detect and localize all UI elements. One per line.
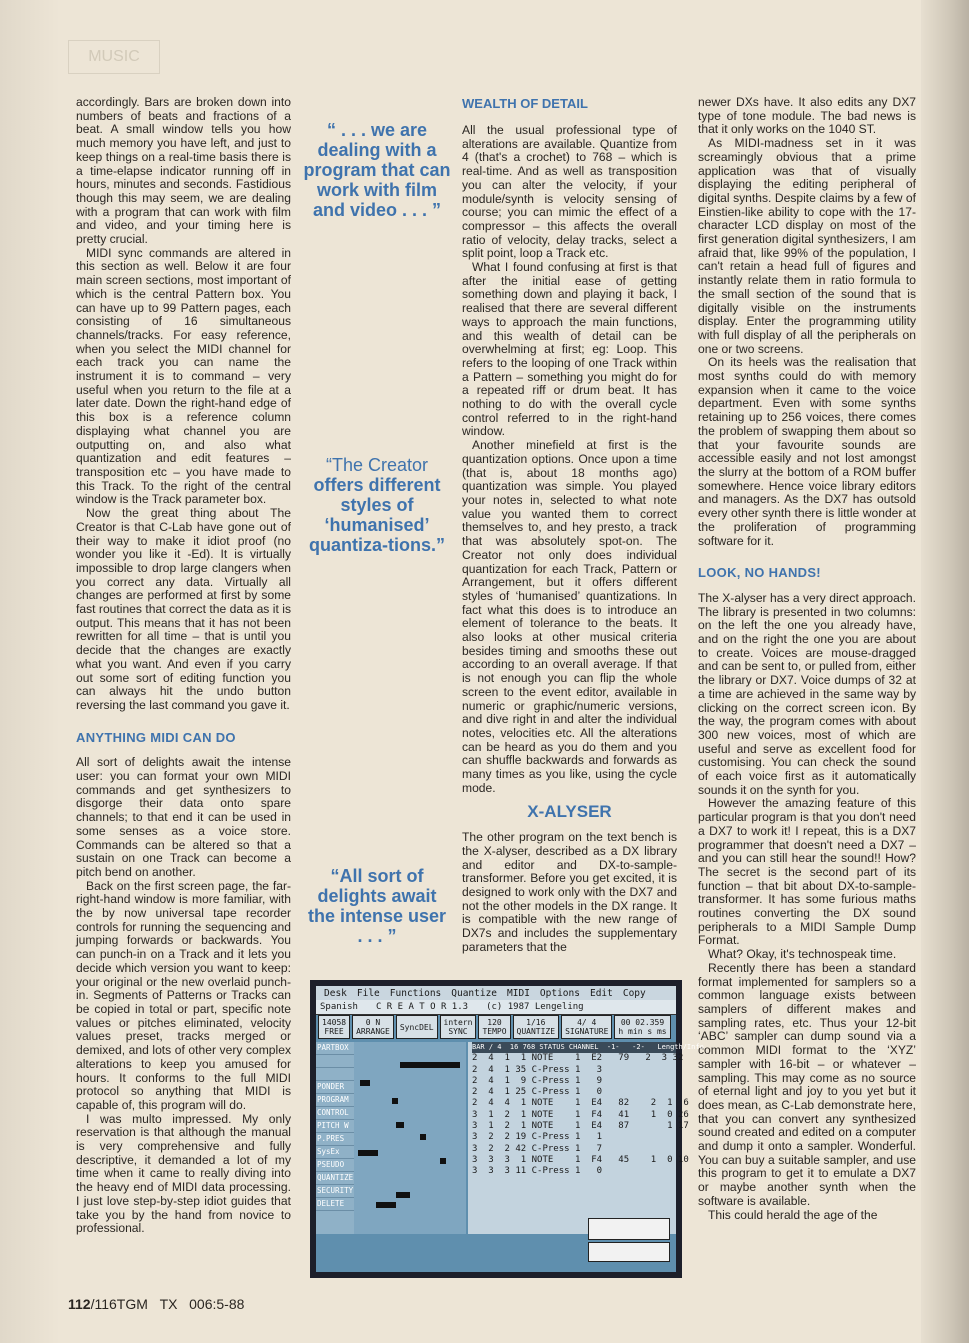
event-row: 2 4 1 25 C-Press 1 0: [472, 1087, 603, 1098]
event-row: 3 1 2 1 NOTE 1 E4 87 1 17: [472, 1121, 689, 1132]
pull-quote-lead: “The Creator: [325, 455, 429, 475]
article-column-1: [76, 96, 291, 1236]
paragraph: What? Okay, it's technospeak time.: [708, 947, 897, 962]
control-tempo: 120 TEMPO: [478, 1015, 510, 1039]
paragraph: The X-alyser has a very direct approach. The library is presented in two columns: on the left the one you already have, and on the right the one you are about to create. Voices are mouse-dragged and can be sent to, or pulled from, either the library or DX7. Voice dumps of 32 at a time are achieved in the same way by clicking on the correct screen icon. By the way, the program comes with about 300 new voices, most of which are useful and serve as excellent food for customising. You can check the sound of each voice first as it automatically sounds it on the synth for you.: [698, 590, 916, 797]
track-label: PSEUDO: [316, 1159, 354, 1172]
section-heading: LOOK, NO HANDS!: [698, 565, 821, 581]
control-free: 14058 FREE: [318, 1015, 350, 1039]
paragraph: On its heels was the realisation that most synths could do with memory expansion when it came to the voice department. Even with some synths retaining up to 256 voices, there comes the problem of swapping them about so that your favourite sounds are accessible easily and not lost amongst the slurry at the bottom of a ROM buffer somewhere. Hence voice library editors and managers. As the DX7 has outsold every other synth there is little wonder at the proliferation of programming software for it.: [698, 355, 916, 548]
note-bar: [440, 1158, 446, 1164]
event-row: 3 3 3 11 C-Press 1 0: [472, 1166, 603, 1177]
paragraph: All the usual professional type of alterations are available. Quantize from 4 (that's a crochet) to 768 – which is real-time. And as well as transposition you can alter the velocity, if your module/synth is velocity sensing of course; you can mimic the effect of a compressor – this affects the overall ratio of velocity, delay tracks, select a split point, loop a Track etc.: [462, 123, 677, 261]
track-label: PARTBOX: [316, 1042, 354, 1055]
track-label: P.PRES: [316, 1133, 354, 1146]
event-row: 3 1 2 1 NOTE 1 F4 41 1 0 26: [472, 1109, 689, 1120]
event-row: 3 2 2 42 C-Press 1 7: [472, 1143, 603, 1154]
copyright: (c) 1987 Lengeling: [486, 1002, 584, 1012]
page-binding-shadow: [921, 0, 969, 1343]
folio-section: TX: [159, 1296, 178, 1312]
event-list: [468, 1042, 704, 1234]
paragraph: The other program on the text bench is the X-alyser, described as a DX library and editor and DX-to-sample-transformer. Before you get excited, it is designed to work only with the DX7 and not the other models in the DX range. It is compatible with the new range of DX7s and includes the supplementary parameters that the: [462, 830, 677, 954]
paragraph: newer DXs have. It also edits any DX7 type of tone module. The bad news is that it only works on the 1040 ST.: [698, 95, 916, 137]
paragraph: Another minefield at first is the quantization options. Once upon a time (that is, about 18 months ago) quantization was simple. You played your notes in, selected to what note value you wanted them to correct themselves to, and hey presto, a track that was absolutely spot-on. The Creator not only does individual quantization for each Track, Pattern or Arrangement, but it offers different styles of ‘humanised’ quantizations. In fact what this does is to introduce an element of tolerance to the beats. It also looks at other musical criteria besides timing and smooths these out according to an overall average. If that is not enough you can flip the whole screen to the event editor, available in numeric or graphic/numeric versions, and dive right in and alter the individual notes, velocities etc. All the alterations can be heard as you do them and you can shuffle backwards and forwards as many times as you like, using the cycle mode.: [462, 438, 677, 795]
menu-item: Edit: [589, 987, 613, 999]
note-bar: [360, 1080, 370, 1086]
note-bars: [356, 1052, 466, 1232]
paragraph: I was multo impressed. My only reservation is that although the manual is very comprehensive and fully descriptive, it demanded a lot of my time when it came to really diving into the heavy end of MIDI data processing. I just love step-by-step idiot guides that take you by the hand from novice to professional.: [76, 1111, 291, 1236]
menu-item: Options: [539, 987, 580, 999]
paragraph: MIDI sync commands are altered in this section as well. Below it are four main screen sections, most important of which is the central Pattern box. You can have up to 99 Pattern pages, each consisting of 16 simultaneous channels/tracks. For easy reference, when you select the MIDI channel for each track you can name the instrument it is to command – very useful when you return to the file at a later date. Down the right-hand edge of this box is a reference column displaying what channel you are outputting on, and also what quantization and edit features – transposition etc – you have made to this Track. To the right of the central window is the Track parameter box.: [76, 245, 291, 507]
page-number-rest: /116TGM: [90, 1296, 148, 1312]
control-quantize: 1/16 QUANTIZE: [513, 1015, 560, 1039]
paragraph: accordingly. Bars are broken down into numbers of beats and fractions of a beat. A small window tells you how much memory you have left, and just to keep things on a real-time basis there is a time-elapse indicator running off in hours, minutes and seconds. Fastidious though this may seem, we are dealing with a program that can work with film and video, and your timing here is pretty crucial.: [76, 95, 291, 247]
article-column-4: [698, 96, 916, 1222]
event-row: 3 2 2 19 C-Press 1 1: [472, 1132, 603, 1143]
pull-quote-body: offers different styles of ‘humanised’ quantiza-tions.”: [309, 475, 445, 555]
menu-item: MIDI: [507, 987, 530, 999]
creator-screenshot: [310, 980, 704, 1278]
section-heading: X-ALYSER: [527, 802, 612, 822]
control-timer: 00 02.359 h min s ms: [614, 1015, 670, 1039]
track-label: [316, 1055, 354, 1068]
paragraph: Back on the first screen page, the far-right-hand window is more familiar, with the by now universal tape recorder controls for running the sequencing and jumping forwards or backwards. You can punch-in on a Track and it lets you decide which version you want to keep: your original or the new overlaid punch-in. Segments of Patterns or Tracks can be copied in total or part, specific note values or pitches eliminated, velocity values preset, tracks merged or demixed, and lots of other very complex alterations to keep you amused for hours. It conforms to the full MIDI protocol so anything that MIDI is capable of, this program will do.: [76, 878, 291, 1112]
transport-box: [588, 1242, 670, 1262]
program-title: C R E A T O R 1.3: [375, 1002, 469, 1012]
control-row: [316, 1015, 676, 1039]
track-label: [316, 1068, 354, 1081]
note-bar: [392, 1098, 398, 1104]
screenshot-menubar: [316, 986, 676, 1000]
track-label: PONDER: [316, 1081, 354, 1094]
note-bar: [358, 1150, 378, 1156]
menu-item: File: [356, 987, 380, 999]
paragraph: Recently there has been a standard format implemented for samplers so a common language exists between samplers of different makes and sampling rates, etc. Thus your 12-bit ‘ABC’ sampler can dump sound via a common MIDI format to the ‘XYZ’ sampler with 16-bit – or whatever – sampling. This may come as no source of eternal light and joy to you yet but it does mean, as C-Lab demonstrate here, that you can convert any synthesized sound created and edited on a computer and dump it onto a sampler. Wonderful. You can buy a suitable sampler, and use this program to get it to emulate a DX7 or maybe another synth when the software is available.: [698, 960, 916, 1208]
pull-quote: “ . . . we are dealing with a program that can work with film and video . . . ”: [303, 120, 451, 220]
song-name: Spanish: [320, 1002, 358, 1012]
paragraph: However the amazing feature of this particular program is that you don't need a DX7 to work it! I repeat, this is a DX7 programmer that doesn't need a DX7 – and you can still hear the sound!! How? The secret is the second part of its function – that bit about DX-to-sample-transformer. It has some furious maths routines converting the DX sound peripherals to a MIDI Sample Dump Format.: [698, 796, 916, 948]
note-bar: [400, 1062, 460, 1068]
track-labels: [316, 1042, 354, 1234]
pull-quote: [303, 455, 451, 555]
menu-item: Copy: [622, 987, 646, 999]
page-number: 112: [68, 1296, 91, 1312]
track-label: PROGRAM: [316, 1094, 354, 1107]
note-bar: [396, 1192, 410, 1198]
track-label: PITCH W: [316, 1120, 354, 1133]
pull-quote: “All sort of delights await the intense user . . . ”: [307, 866, 447, 946]
article-column-3: [462, 124, 677, 954]
track-label: QUANTIZE: [316, 1172, 354, 1185]
folio-code: 006:5-88: [189, 1296, 245, 1312]
event-row: 3 3 3 1 NOTE 1 F4 45 1 0 10: [472, 1154, 689, 1165]
screenshot-display: [316, 986, 704, 1272]
note-bar: [376, 1202, 396, 1208]
note-bar: [396, 1122, 404, 1128]
menu-item: Functions: [389, 987, 442, 999]
section-heading: ANYTHING MIDI CAN DO: [76, 729, 236, 745]
event-list-header: BAR / 4 16 768 STATUS CHANNEL -1- -2- Length/Info: [472, 1042, 676, 1053]
page-gutter-left: [0, 0, 60, 1343]
track-label: DELETE: [316, 1198, 354, 1211]
event-row: 2 4 1 1 NOTE 1 E2 79 2 3 32: [472, 1053, 684, 1064]
menu-item: Quantize: [451, 987, 498, 999]
track-label: SECURITY: [316, 1185, 354, 1198]
control-sync: intern SYNC: [440, 1015, 477, 1039]
section-tab: MUSIC: [68, 40, 160, 74]
paragraph: Now the great thing about The Creator is that C-Lab have gone out of their way to make it idiot proof (no wonder you like it -Ed). It is virtually impossible to drop large clangers when you correct any data. Virtually all changes are performed at first by some fast routines that correct the data as it is output. This means that it has not been rewritten for all time – that is until you decide that the changes are exactly what you want. And even if you carry out some sort of editing function you can always hit the undo button reversing the last command you gave it.: [76, 506, 291, 712]
page-folio: [68, 1296, 244, 1312]
event-row: 2 4 1 9 C-Press 1 9: [472, 1075, 603, 1086]
track-label: SysEx: [316, 1146, 354, 1159]
control-signature: 4/ 4 SIGNATURE: [561, 1015, 612, 1039]
note-bar: [420, 1134, 426, 1140]
transport-box: [588, 1218, 670, 1240]
track-label: CONTROL: [316, 1107, 354, 1120]
screenshot-titlebar: [316, 1000, 676, 1015]
control-arrange: 0 N ARRANGE: [352, 1015, 394, 1039]
control-syncdel: SyncDEL: [396, 1015, 438, 1039]
menu-item: Desk: [324, 987, 347, 999]
event-row: 2 4 1 35 C-Press 1 3: [472, 1064, 603, 1075]
event-row: 2 4 4 1 NOTE 1 E4 82 2 1 6: [472, 1098, 689, 1109]
section-heading: WEALTH OF DETAIL: [462, 96, 588, 111]
paragraph: What I found confusing at first is that after the initial ease of getting something down and playing it back, I realised that there are several different ways to approach the main functions, and this wealth of detail can be overwhelming at first; eg: Loop. This refers to the looping of one Track within a Pattern – something you might do for a repeated riff or drum beat. It has nothing to do with the overall cycle control referred to in the right-hand window.: [462, 260, 677, 439]
paragraph: This could herald the age of the: [708, 1207, 878, 1222]
paragraph: As MIDI-madness set in it was screamingly obvious that a prime application was that of visually displaying the editing peripheral of digital synths. Despite claims by a few of Einstien-like ability to cope with the 17-character LCD display on most of the first generation digital synthesizers, I am afraid that, like 99% of the population, I can't retain a head full of figures and instantly relate them in ratio formula to the small section of the sound that is digitally visible on the instruments display. Enter the programming utility with full display of all the peripherals on one or two screens.: [698, 136, 916, 356]
paragraph: All sort of delights await the intense user: you can format your own MIDI commands and get synthesizers to disgorge their data onto spare channels; to that end it can be used in some senses as a voice store. Commands can be altered so that a sustain on one Track can become a pitch bend on another.: [76, 755, 291, 879]
